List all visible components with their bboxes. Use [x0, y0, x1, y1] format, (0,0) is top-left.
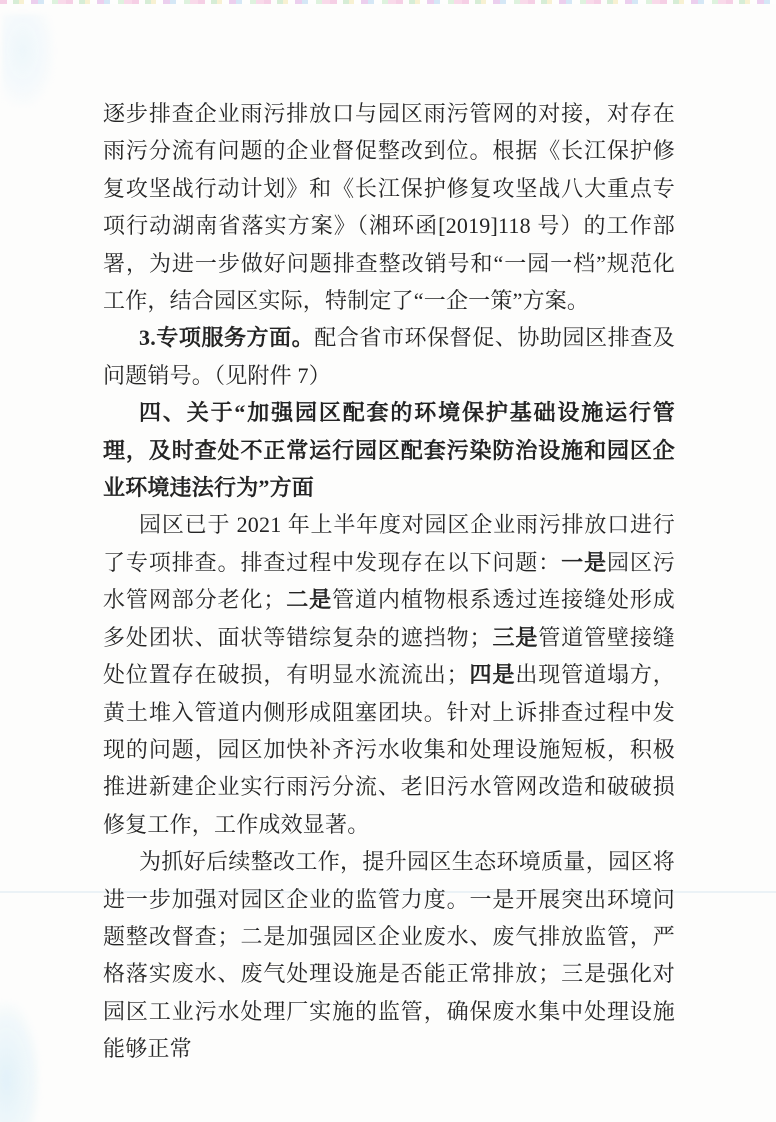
bold-text-run: 三是 [491, 624, 539, 650]
text-run: 为抓好后续整改工作，提升园区生态环境质量，园区将进一步加强对园区企业的监管力度。一是开展突出环境问题整改督查；二是加强园区企业废水、废气排放监管，严格落实废水、废气处理设施是否能正常排放；三是强化对园区工业污水处理厂实施的监管，确保废水集中处理设施能够正常 [103, 849, 675, 1062]
text-run: 管道内植物根系透过连接缝处形成多处团状、面状等错综复杂的遮挡物； [103, 587, 675, 650]
bold-text-run: 二是 [285, 587, 333, 613]
scanner-edge-noise-strip [0, 0, 776, 4]
paragraph [103, 95, 675, 319]
text-run: 园区污水管网部分老化； [103, 549, 675, 613]
paragraph [103, 506, 675, 843]
bold-text-run: 四是 [468, 662, 516, 688]
text-run: 管道管壁接缝处位置存在破损，有明显水流流出； [103, 624, 676, 688]
text-run: 园区已于 2021 年上半年度对园区企业雨污排放口进行了专项排查。排查过程中发现存在以下问题： [103, 512, 675, 575]
text-run: 配合省市环保督促、协助园区排查及问题销号。（见附件 7） [103, 325, 676, 388]
document-body [103, 95, 675, 1068]
scan-smudge-bottom-left [0, 1002, 40, 1122]
bold-text-run: 3.专项服务方面。 [139, 325, 315, 351]
scan-smudge-top-left [2, 14, 54, 106]
bold-text-run: 一是 [561, 549, 607, 575]
bold-text-run: 四、关于“加强园区配套的环境保护基础设施运行管理，及时查处不正常运行园区配套污染防治设施和园区企业环境违法行为”方面 [103, 400, 675, 501]
paragraph [103, 319, 675, 394]
section-heading [103, 394, 675, 506]
text-run: 逐步排查企业雨污排放口与园区雨污管网的对接，对存在雨污分流有问题的企业督促整改到位。根据《长江保护修复攻坚战行动计划》和《长江保护修复攻坚战八大重点专项行动湖南省落实方案》（湘环函[2019]118 号）的工作部署，为进一步做好问题排查整改销号和“一园一档”规范化工作，结合园区实际，特制定了“一企一策”方案。 [103, 101, 675, 314]
paragraph [103, 843, 675, 1067]
text-run: 出现管道塌方，黄土堆入管道内侧形成阻塞团块。针对上诉排查过程中发现的问题，园区加快补齐污水收集和处理设施短板，积极推进新建企业实行雨污分流、老旧污水管网改造和破破损修复工作，工作成效显著。 [103, 662, 676, 837]
